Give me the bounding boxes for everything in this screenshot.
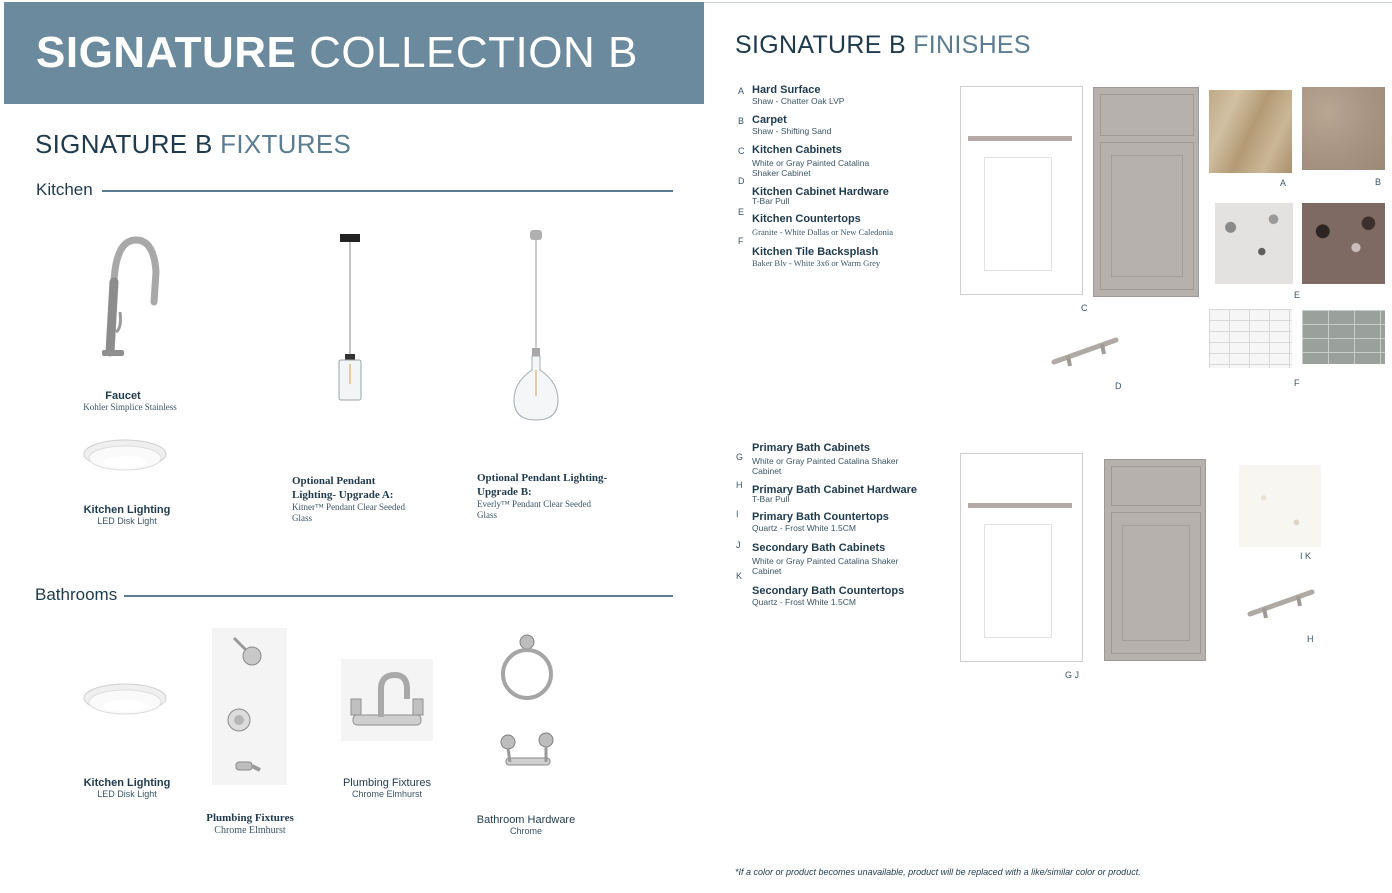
swatch-label-a: A [1280,178,1287,188]
page-title [36,28,638,78]
shower-sub: Chrome Elmhurst [214,825,286,836]
finish-letter: K [736,571,743,581]
finish-letter: G [736,452,744,462]
cabinet-panel [984,524,1052,638]
cabinet-drawer [1100,94,1194,136]
swatch-label-c: C [1081,303,1088,313]
finish-name: Kitchen Tile Backsplash [752,246,879,258]
pendant-a-sub-line1: Kitner™ Pendant Clear Seeded [292,502,406,512]
tbar-pull-d-image [1050,334,1120,370]
finish-desc: White or Gray Painted Catalina Shaker [752,556,899,566]
finish-letter: I [736,509,739,519]
pendant-a-sub [292,502,405,524]
faucet-sub: Kohler Simplice Stainless [83,402,177,412]
finish-letter: A [738,86,745,96]
footnote: *If a color or product becomes unavailable, product will be replaced with a like/similar color or product. [735,867,1141,877]
finishes-title [735,31,1031,60]
pendant-a-image [330,234,370,406]
swatch-tile-grey [1302,310,1385,364]
shower-fixtures-image [212,628,287,785]
finish-desc: White or Gray Painted Catalina Shaker [752,456,899,466]
swatch-granite-dark [1302,203,1385,284]
pendant-b-title-line2: Upgrade B: [477,486,532,498]
faucet-title: Faucet [105,390,141,402]
white-cabinet-swatch [960,86,1083,295]
top-edge-line [704,2,1392,3]
finish-desc: Baker Blv - White 3x6 or Warm Grey [752,258,881,268]
bath-gray-cabinet-swatch [1104,459,1206,661]
finish-desc: Quartz - Frost White 1.5CM [752,597,856,607]
finish-name: Hard Surface [752,84,821,96]
swatch-granite-white [1215,203,1293,284]
kitchen-lighting-sub: LED Disk Light [97,516,157,526]
bath-hardware-title: Bathroom Hardware [476,814,576,826]
swatch-carpet [1302,87,1385,170]
bath-faucet-image [341,659,433,741]
page-title-light: COLLECTION B [309,28,638,77]
finishes-title-dark: SIGNATURE B [735,31,906,59]
cabinet-door-panel [1122,525,1190,641]
tbar-pull-h-image [1246,586,1316,622]
pendant-a-title-line1: Optional Pendant [292,475,376,487]
finish-desc: Shaw - Chatter Oak LVP [752,96,845,106]
faucet-image [88,232,168,362]
swatch-tile-white [1209,309,1292,368]
finish-letter: J [736,540,741,550]
pendant-a-title [292,474,393,502]
finish-name: Kitchen Cabinet Hardware [752,186,889,198]
finish-letter: F [738,236,744,246]
swatch-label-b: B [1375,177,1382,187]
finish-name: Secondary Bath Cabinets [752,542,886,554]
finish-desc: Cabinet [752,466,782,476]
pendant-b-sub [477,499,591,521]
kitchen-disk-light-image [82,436,168,476]
gray-cabinet-swatch [1093,87,1199,297]
pendant-b-image [508,230,564,424]
swatch-label-d: D [1115,381,1122,391]
bathrooms-heading: Bathrooms [35,585,118,604]
finish-name: Primary Bath Cabinet Hardware [752,484,918,496]
cabinet-door [1111,512,1201,654]
bath-faucet-sub: Chrome Elmhurst [351,789,423,799]
pendant-b-title-line1: Optional Pendant Lighting- [477,472,608,484]
finish-desc: T-Bar Pull [752,494,790,504]
finish-desc: Quartz - Frost White 1.5CM [752,523,856,533]
finish-desc: T-Bar Pull [752,196,790,206]
kitchen-divider [102,190,673,192]
swatch-label-ik: I K [1300,551,1312,561]
bath-hardware-sub: Chrome [509,826,542,836]
finish-name: Kitchen Countertops [752,213,861,225]
bath-lighting-title: Kitchen Lighting [83,777,171,789]
finishes-title-light: FINISHES [913,31,1031,59]
pendant-a-title-line2: Lighting- Upgrade A: [292,489,394,501]
pendant-b-sub-line2: Glass [477,510,497,520]
bath-disk-light-image [82,680,168,720]
pendant-a-sub-line2: Glass [292,513,312,523]
cabinet-panel [984,157,1052,271]
bath-faucet-title: Plumbing Fixtures [342,777,432,789]
finish-letter: B [738,116,745,126]
finish-desc: White or Gray Painted Catalina [752,158,870,168]
cabinet-door-panel [1111,155,1183,277]
kitchen-heading: Kitchen [36,180,93,199]
swatch-quartz [1239,465,1321,547]
pendant-b-title [477,471,607,499]
finish-desc: Shaker Cabinet [752,168,811,178]
swatch-label-e: E [1294,290,1301,300]
finish-desc: Cabinet [752,566,782,576]
cabinet-door [1100,142,1194,290]
finish-name: Secondary Bath Countertops [752,585,905,597]
kitchen-lighting-title: Kitchen Lighting [83,504,171,516]
finish-letter: E [738,207,745,217]
bathrooms-divider [124,595,673,597]
finish-name: Primary Bath Cabinets [752,442,870,454]
fixtures-title-dark: SIGNATURE B [35,129,213,159]
finish-desc: Shaw - Shifting Sand [752,126,832,136]
bath-lighting-sub: LED Disk Light [97,789,157,799]
swatch-hard-surface [1209,90,1292,173]
finish-letter: H [736,480,743,490]
finish-name: Primary Bath Countertops [752,511,889,523]
fixtures-title [35,129,351,160]
cabinet-pull-line [968,503,1072,508]
finish-name: Kitchen Cabinets [752,144,842,156]
finish-letter: D [738,176,745,186]
pendant-b-sub-line1: Everly™ Pendant Clear Seeded [477,499,592,509]
bath-white-cabinet-swatch [960,453,1083,662]
shower-title: Plumbing Fixtures [206,812,294,824]
fixtures-title-light: FIXTURES [220,129,352,159]
finish-letter: C [738,146,745,156]
cabinet-pull-line [968,136,1072,141]
cabinet-drawer [1111,466,1201,506]
bath-hardware-image [488,632,566,780]
finish-desc: Granite - White Dallas or New Caledonia [752,227,893,237]
finish-name: Carpet [752,114,787,126]
swatch-label-h: H [1307,634,1314,644]
swatch-label-gj: G J [1065,670,1080,680]
swatch-label-f: F [1294,378,1300,388]
page-title-bold: SIGNATURE [36,28,297,77]
